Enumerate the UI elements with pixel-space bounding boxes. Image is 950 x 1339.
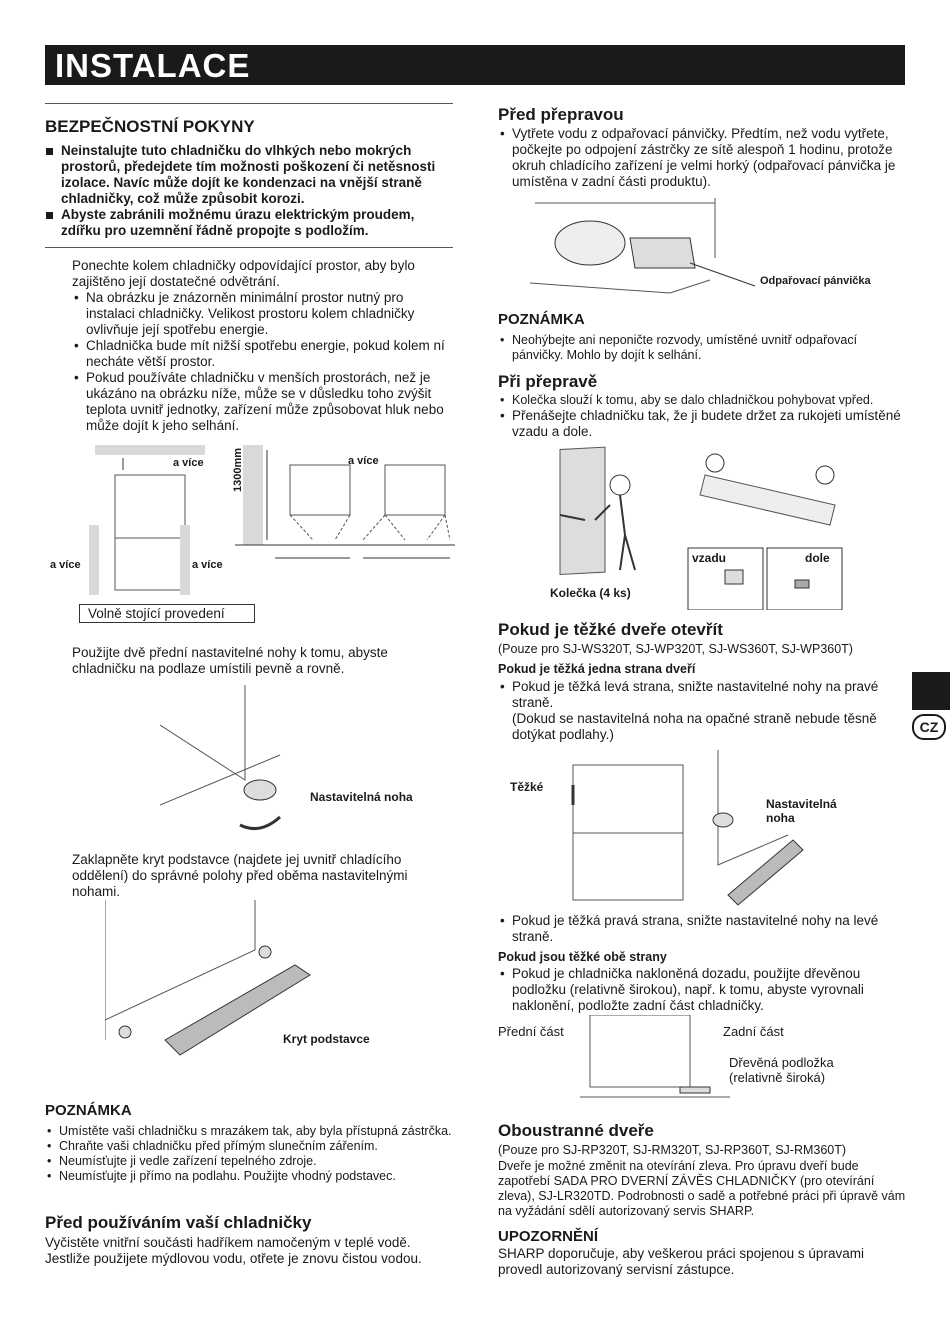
fridge-side-view <box>590 1015 690 1087</box>
ceiling-block <box>95 445 205 455</box>
rotate-arrow <box>240 817 280 829</box>
safety-item: Neinstalujte tuto chladničku do vlhkých nebo mokrých prostorů, předejdete tím možnosti poškození či netěsnosti izolace. Navíc může dojít ke kondenzaci na vnější straně chladničky, což může způsobit korozi. <box>45 143 455 207</box>
fridge-side-1 <box>290 465 350 515</box>
label-more-right: a více <box>192 559 223 571</box>
note-left-heading: POZNÁMKA <box>45 1102 132 1119</box>
label-height: 1300mm <box>232 447 244 492</box>
wheels-diagram <box>550 445 685 585</box>
heavy-door-item <box>498 679 898 743</box>
before-use-heading: Před používáním vaší chladničky <box>45 1213 312 1232</box>
carry-diagram <box>685 445 860 610</box>
transport-note-heading: POZNÁMKA <box>498 311 585 328</box>
during-transport-item: • Přenášejte chladničku tak, že ji budete držet za rukojeti umístěné vzadu a dole. <box>498 408 908 440</box>
note-left-item: • Umístěte vaši chladničku s mrazákem tak, aby byla přístupná zástrčka. <box>45 1124 455 1139</box>
label-plinth: Kryt podstavce <box>283 1032 370 1046</box>
heavy-door-item3: • Pokud je chladnička nakloněná dozadu, použijte dřevěnou podložku (relativně širokou), např. k tomu, abyste vyrovnali naklonění, podložte zadní část chladničky. <box>498 966 908 1014</box>
feet-diagram <box>160 685 310 835</box>
reversible-heading: Oboustranné dveře <box>498 1121 654 1140</box>
divider <box>45 247 453 248</box>
before-use-text: Vyčistěte vnitřní součásti hadříkem namočeným v teplé vodě. Jestliže použijete mýdlovou vodu, otřete je znovu čistou vodou. <box>45 1235 422 1266</box>
label-more-side: a více <box>348 455 379 467</box>
tilt-diagram <box>580 1015 730 1100</box>
wall-side <box>243 445 263 545</box>
heavy-door-sub2: Pokud jsou těžké obě strany <box>498 950 667 964</box>
wall-left <box>89 525 99 595</box>
compressor <box>555 221 625 265</box>
transport-note-list <box>498 333 878 363</box>
person-head <box>610 475 630 495</box>
warning-heading: UPOZORNĚNÍ <box>498 1228 599 1245</box>
fridge-tilted <box>560 447 605 574</box>
label-board: Dřevěná podložka (relativně široká) <box>729 1055 834 1085</box>
evaporator-diagram <box>530 198 760 300</box>
space-intro: Ponechte kolem chladničky odpovídající prostor, aby bylo zajištěno její dostatečné odvětrání. <box>72 258 415 289</box>
reversible-text: Dveře je možné změnit na otevírání zleva. Pro úpravu dveří bude zapotřebí SADA PRO DVERNÍ ZÁVĚS CHLADNIČKY (pro otevírání zleva), SJ-LR320TD. Podrobnosti o sadě a potřebné práci při úpravě vám na vyžádání sdělí autorizovaný servis SHARP. <box>498 1159 906 1218</box>
label-wheels: Kolečka (4 ks) <box>550 586 631 600</box>
side-tab-block <box>912 672 950 710</box>
label-rear: Zadní část <box>723 1024 784 1039</box>
space-item: • Pokud používáte chladničku v menších prostorách, než je ukázáno na obrázku níže, může se v důsledku toho zvýšit teplota uvnitř jednotky, zařízení může způsobovat hluk nebo může dojít k jeho selhání. <box>72 370 452 434</box>
heavy-door-item1: Pokud je těžká levá strana, snižte nastavitelné nohy na pravé straně. <box>512 679 879 710</box>
space-list <box>72 290 452 434</box>
label-heavy: Těžké <box>510 780 544 794</box>
before-transport-list <box>498 126 908 190</box>
label-more-left: a více <box>50 559 81 571</box>
safety-item: Abyste zabránili možnému úrazu elektrickým proudem, zdířku pro uzemnění řádně propojte s podložím. <box>45 207 455 239</box>
label-foot: Nastavitelná noha <box>310 790 413 804</box>
fridge-front <box>115 475 185 590</box>
heavy-door-item2: • Pokud je těžká pravá strana, snižte nastavitelné nohy na levé straně. <box>498 913 898 945</box>
heavy-door-list3 <box>498 966 908 1014</box>
before-transport-heading: Před přepravou <box>498 105 624 124</box>
safety-list <box>45 143 455 239</box>
safety-heading: BEZPEČNOSTNÍ POKYNY <box>45 117 255 136</box>
note-left-item: • Neumísťujte ji vedle zařízení tepelného zdroje. <box>45 1154 455 1169</box>
feet-text: Použijte dvě přední nastavitelné nohy k tomu, abyste chladničku na podlaze umístili pevně a rovně. <box>72 645 388 676</box>
during-transport-item: • Kolečka slouží k tomu, aby se dalo chladničkou pohybovat vpřed. <box>498 393 908 408</box>
wall-right <box>180 525 190 595</box>
label-bottom: dole <box>805 551 830 565</box>
during-transport-heading: Při přepravě <box>498 372 598 391</box>
space-item: • Na obrázku je znázorněn minimální prostor nutný pro instalaci chladničky. Velikost prostoru kolem chladničky ovlivňuje její spotřebu energie. <box>72 290 452 338</box>
warning-text: SHARP doporučuje, aby veškerou práci spojenou s úpravami provedl autorizovaný servisní zástupce. <box>498 1246 864 1277</box>
foot-shape <box>244 780 276 800</box>
note-left-item: • Neumísťujte ji přímo na podlahu. Použijte vhodný podstavec. <box>45 1169 455 1184</box>
language-badge: CZ <box>912 714 946 740</box>
divider <box>45 103 453 104</box>
heavy-door-list1 <box>498 679 898 743</box>
heavy-door-diagram <box>498 745 898 910</box>
heavy-door-models: (Pouze pro SJ-WS320T, SJ-WP320T, SJ-WS360T, SJ-WP360T) <box>498 642 853 656</box>
transport-note-item: • Neohýbejte ani neponičte rozvody, umístěné uvnitř odpařovací pánvičky. Mohlo by dojít k selhání. <box>498 333 878 363</box>
label-more-top: a více <box>173 457 204 469</box>
wooden-board <box>680 1087 710 1093</box>
caption-freestanding: Volně stojící provedení <box>79 604 255 623</box>
fridge-side-2 <box>385 465 445 515</box>
note-left-list <box>45 1124 455 1184</box>
clearance-diagram <box>45 440 455 605</box>
label-evaporator-pan: Odpařovací pánvička <box>760 275 871 287</box>
reversible-models: (Pouze pro SJ-RP320T, SJ-RM320T, SJ-RP360T, SJ-RM360T) <box>498 1143 847 1157</box>
foot-shape <box>713 813 733 827</box>
page-title: INSTALACE <box>55 47 251 84</box>
heavy-door-sub1: Pokud je těžká jedna strana dveří <box>498 662 696 676</box>
fridge-carried <box>700 475 835 525</box>
heavy-door-item1-note: (Dokud se nastavitelná noha na opačné straně nebude těsně dotýkat podlahy.) <box>512 711 877 742</box>
heavy-door-list2 <box>498 913 898 945</box>
title-bar <box>45 45 905 85</box>
space-item: • Chladnička bude mít nižší spotřebu energie, pokud kolem ní necháte větší prostor. <box>72 338 452 370</box>
label-back: vzadu <box>692 551 727 565</box>
before-transport-item: • Vytřete vodu z odpařovací pánvičky. Předtím, než vodu vytřete, počkejte po odpojení zástrčky ze sítě alespoň 1 hodinu, protože okruh chladícího zařízení je velmi horký (odpařovací pánvička je umístěna v zadní části produktu). <box>498 126 908 190</box>
label-foot-2: Nastavitelná noha <box>766 797 837 825</box>
heavy-door-heading: Pokud je těžké dveře otevřít <box>498 620 723 639</box>
evaporator-pan <box>630 238 695 268</box>
plinth-text: Zaklapněte kryt podstavce (najdete jej uvnitř chladícího oddělení) do správné polohy před oběma nastavitelnými nohami. <box>72 852 408 899</box>
note-left-item: • Chraňte vaši chladničku před přímým slunečním zářením. <box>45 1139 455 1154</box>
label-front: Přední část <box>498 1024 564 1039</box>
during-transport-list <box>498 393 908 440</box>
